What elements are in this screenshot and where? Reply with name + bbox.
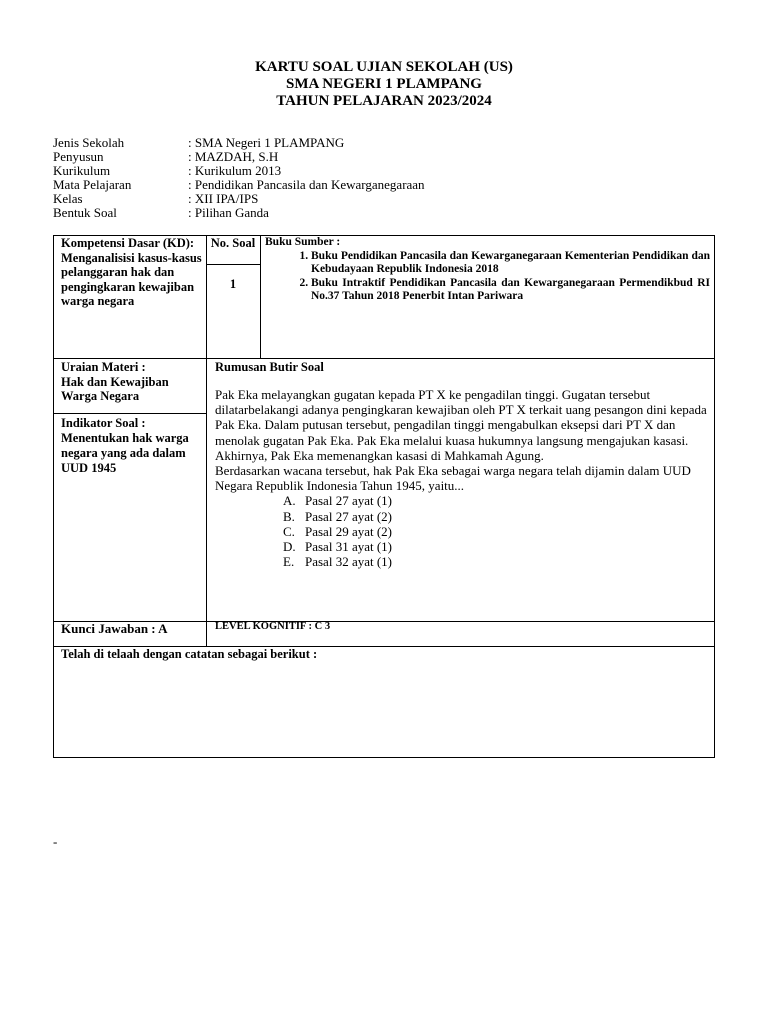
answer-options bbox=[215, 493, 709, 569]
meta-value: : SMA Negeri 1 PLAMPANG bbox=[188, 135, 345, 150]
header-year: TAHUN PELAJARAN 2023/2024 bbox=[276, 93, 492, 109]
divider bbox=[260, 236, 261, 358]
list-item bbox=[283, 493, 709, 508]
meta-row bbox=[53, 206, 425, 220]
divider bbox=[54, 413, 206, 414]
divider bbox=[206, 264, 260, 265]
option-label: C. bbox=[283, 523, 295, 539]
list-item bbox=[283, 554, 709, 569]
list-item bbox=[283, 509, 709, 524]
buku-sumber bbox=[265, 236, 710, 304]
list-item: 2. Buku Intraktif Pendidikan Pancasila dan Kewarganegaraan Permendikbud RI No.37 Tahun 2018 Penerbit Intan Pariwara bbox=[311, 277, 710, 304]
materi-text: Hak dan Kewajiban Warga Negara bbox=[61, 374, 169, 403]
indikator-soal bbox=[61, 416, 205, 476]
meta-row bbox=[53, 178, 425, 192]
telaah-area bbox=[54, 647, 714, 757]
option-label: D. bbox=[283, 539, 296, 555]
indikator-label: Indikator Soal : bbox=[61, 416, 146, 430]
meta-row bbox=[53, 164, 425, 178]
sumber-label: Buku Sumber : bbox=[265, 236, 341, 248]
wacana-text: Pak Eka melayangkan gugatan kepada PT X ke pengadilan tinggi. Gugatan tersebut dilatarbelakangi adanya pengingkaran kewajiban oleh PT X terkait uang pesangon dini kepada Pak Eka. Dalam putusan tersebut, pengadilan tinggi mengabulkan eksepsi dari PT X dan menolak gugatan Pak Eka. Pak Eka melalui kuasa hukumnya langsung mengajukan kasasi. Akhirnya, Pak Eka memenangkan kasasi di Mahkamah Agung. bbox=[215, 387, 707, 463]
review-notes-label: Telah di telaah dengan catatan sebagai berikut : bbox=[61, 647, 318, 661]
divider bbox=[54, 358, 714, 359]
list-item bbox=[283, 524, 709, 539]
identity-table bbox=[53, 136, 425, 220]
option-text: Pasal 31 ayat (1) bbox=[305, 539, 393, 555]
meta-value: : Pendidikan Pancasila dan Kewarganegaraan bbox=[188, 177, 425, 192]
meta-value: : XII IPA/IPS bbox=[188, 191, 259, 206]
header-school: SMA NEGERI 1 PLAMPANG bbox=[286, 76, 482, 92]
question-card bbox=[53, 235, 715, 758]
list-item bbox=[283, 539, 709, 554]
list-item: 1. Buku Pendidikan Pancasila dan Kewarganegaraan Kementerian Pendidikan dan Kebudayaan Republik Indonesia 2018 bbox=[311, 250, 710, 277]
meta-label: Penyusun bbox=[53, 149, 104, 164]
meta-label: Bentuk Soal bbox=[53, 205, 117, 220]
meta-value: : MAZDAH, S.H bbox=[188, 149, 279, 164]
option-text: Pasal 32 ayat (1) bbox=[305, 554, 393, 570]
header-title: KARTU SOAL UJIAN SEKOLAH (US) bbox=[255, 59, 513, 75]
indikator-text: Menentukan hak warga negara yang ada dalam UUD 1945 bbox=[61, 431, 189, 475]
kd-text: Menganalisisi kasus-kasus pelanggaran hak dan pengingkaran kewajiban warga negara bbox=[61, 250, 202, 308]
answer-key: Kunci Jawaban : A bbox=[61, 621, 168, 636]
option-text: Pasal 27 ayat (1) bbox=[305, 493, 393, 509]
meta-value: : Pilihan Ganda bbox=[188, 205, 269, 220]
cognitive-level: LEVEL KOGNITIF : C 3 bbox=[215, 621, 331, 632]
option-text: Pasal 27 ayat (2) bbox=[305, 508, 393, 524]
option-label: E. bbox=[283, 554, 295, 570]
option-label: A. bbox=[283, 493, 296, 509]
meta-label: Mata Pelajaran bbox=[53, 177, 132, 192]
kd-label: Kompetensi Dasar (KD): bbox=[61, 236, 195, 250]
no-soal-value: 1 bbox=[229, 277, 237, 291]
sumber-list bbox=[265, 250, 710, 304]
document-header bbox=[0, 59, 768, 110]
meta-row bbox=[53, 192, 425, 206]
no-soal-label: No. Soal bbox=[210, 236, 256, 250]
meta-row bbox=[53, 136, 425, 150]
meta-label: Jenis Sekolah bbox=[53, 135, 125, 150]
question-body bbox=[215, 387, 709, 569]
uraian-materi bbox=[61, 360, 205, 404]
kompetensi-dasar bbox=[61, 236, 205, 309]
question-text: Berdasarkan wacana tersebut, hak Pak Eka sebagai warga negara telah dijamin dalam UUD Negara Republik Indonesia Tahun 1945, yaitu... bbox=[215, 463, 691, 494]
meta-label: Kelas bbox=[53, 191, 83, 206]
footer-mark: - bbox=[53, 834, 58, 849]
meta-label: Kurikulum bbox=[53, 163, 111, 178]
option-label: B. bbox=[283, 508, 295, 524]
materi-label: Uraian Materi : bbox=[61, 360, 146, 374]
rumusan-label: Rumusan Butir Soal bbox=[215, 360, 324, 374]
option-text: Pasal 29 ayat (2) bbox=[305, 523, 393, 539]
meta-value: : Kurikulum 2013 bbox=[188, 163, 282, 178]
meta-row bbox=[53, 150, 425, 164]
